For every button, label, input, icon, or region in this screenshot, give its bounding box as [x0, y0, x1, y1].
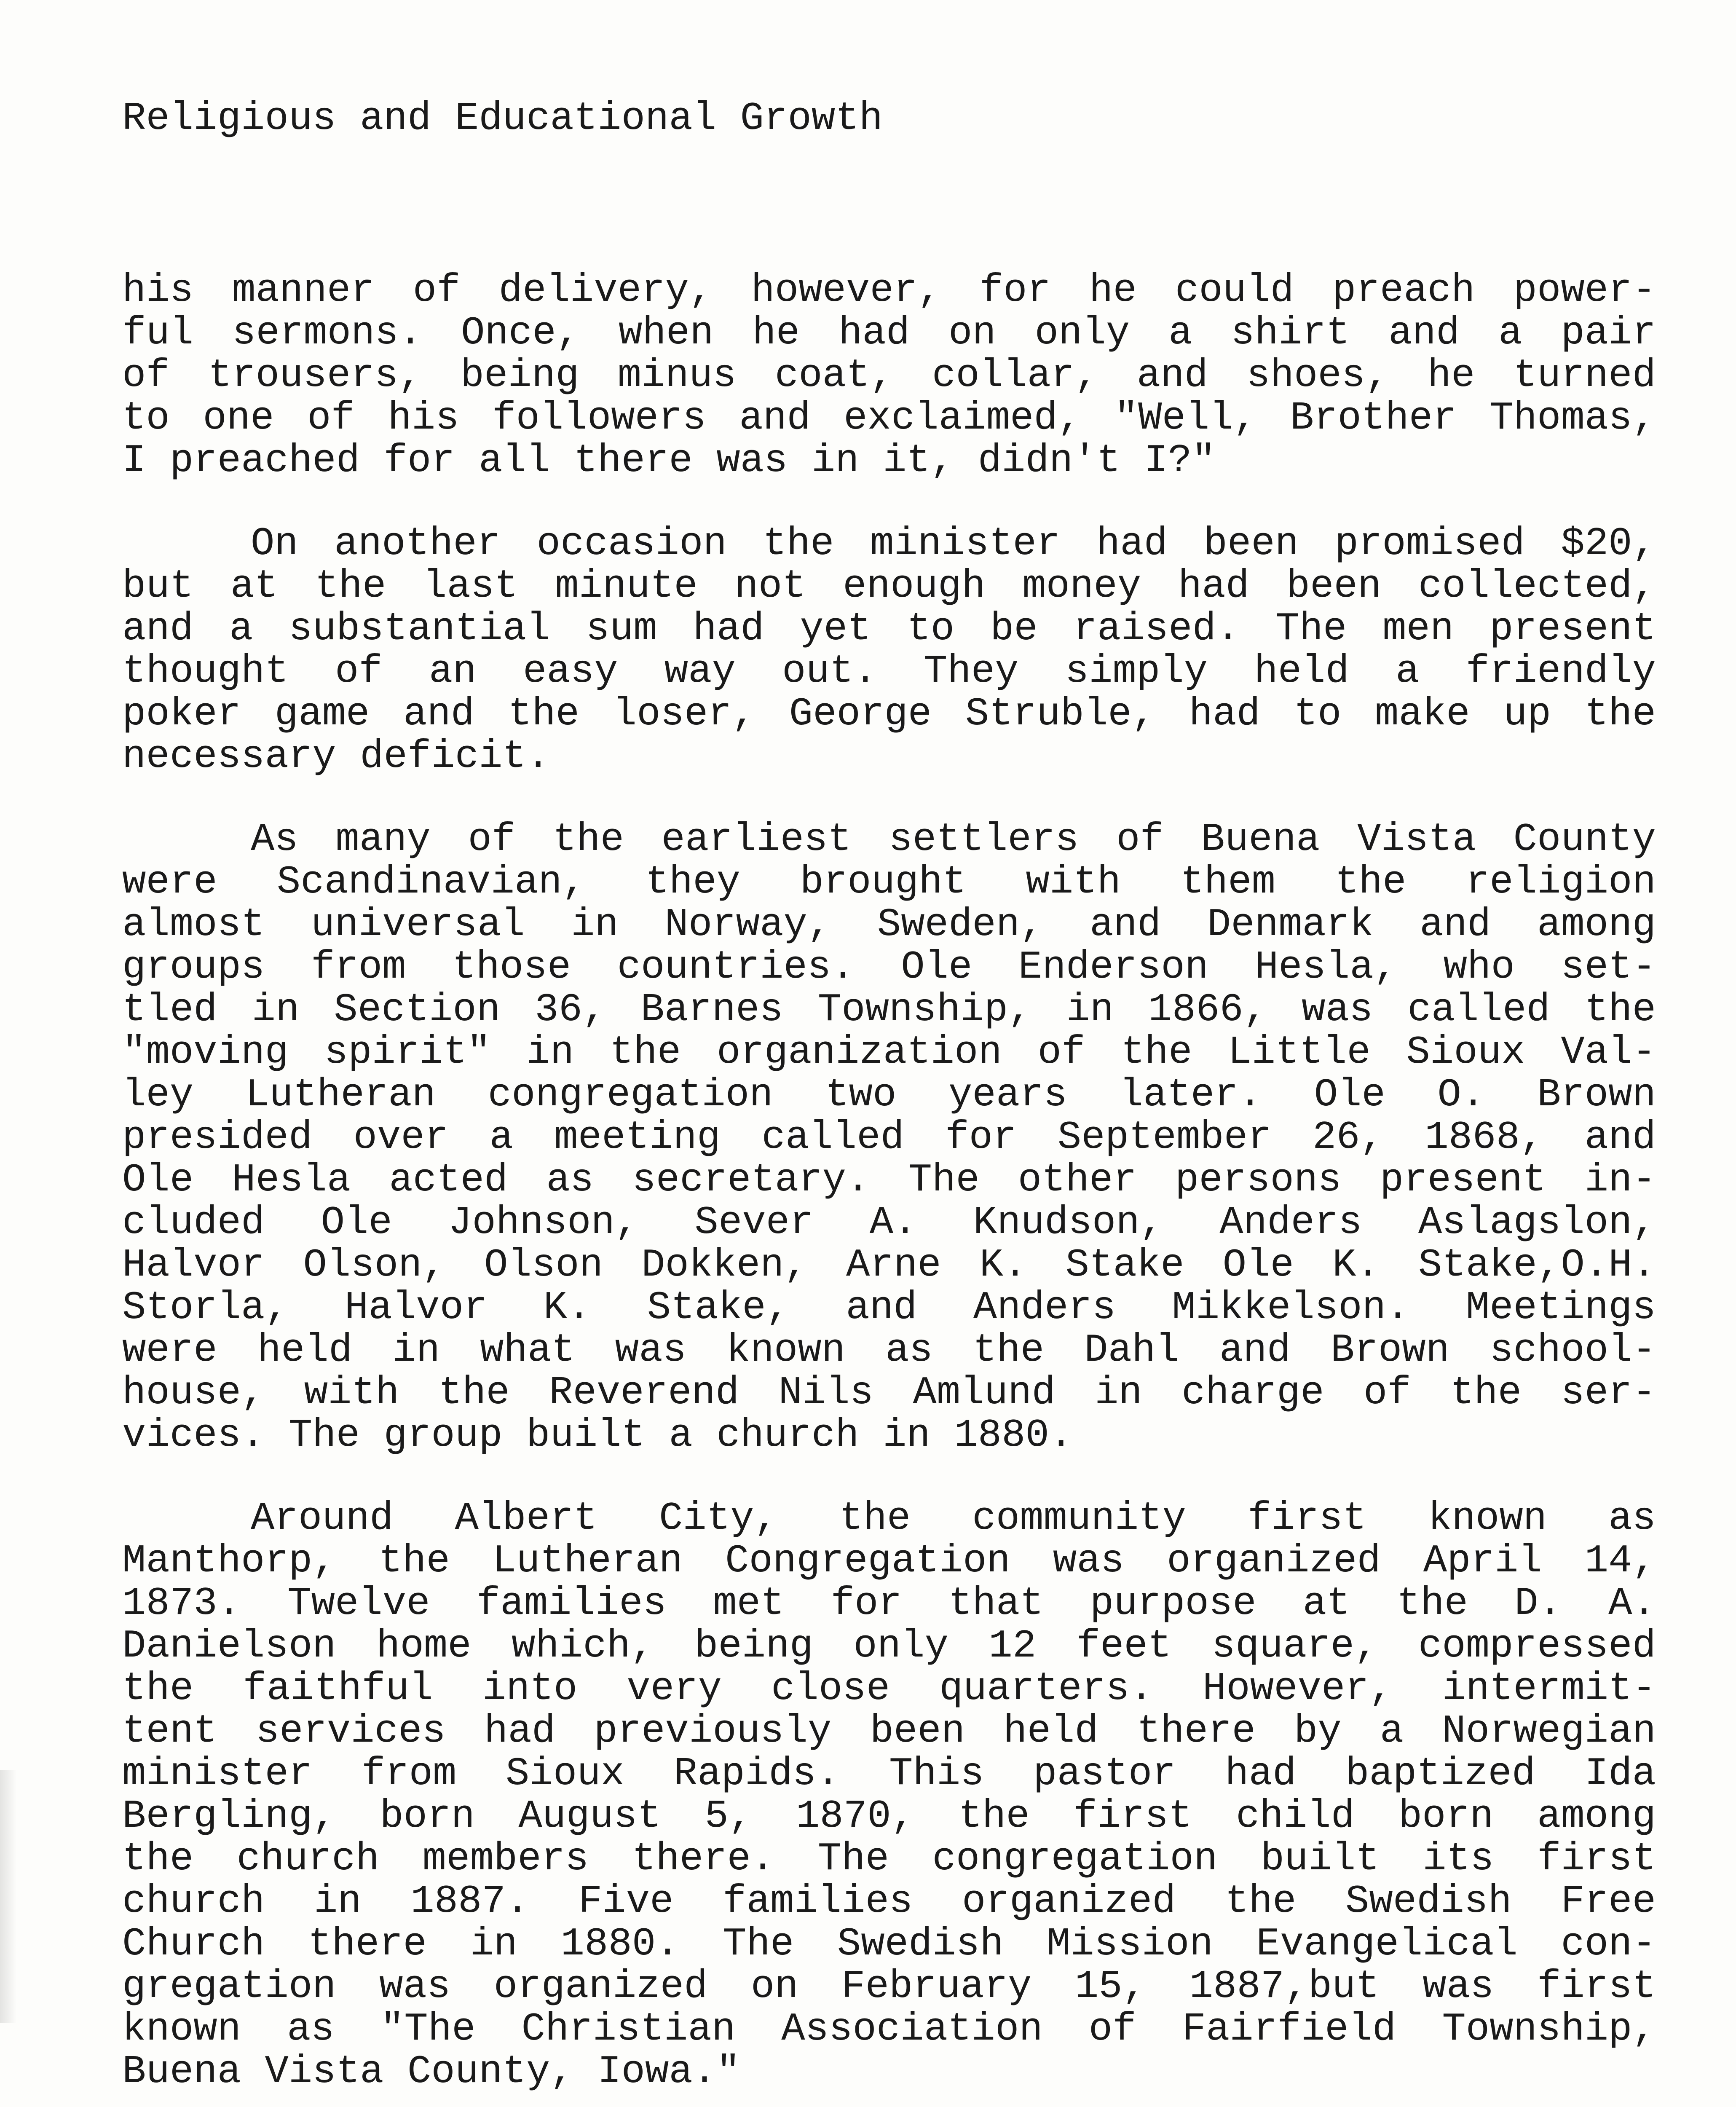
text-line: "moving spirit" in the organization of the Little Sioux Val-: [122, 1030, 1656, 1075]
paragraph-1: [122, 270, 1656, 483]
text-line: almost universal in Norway, Sweden, and Denmark and among: [122, 903, 1656, 947]
text-line: 1873. Twelve families met for that purpose at the D. A.: [122, 1582, 1656, 1626]
text-line: were held in what was known as the Dahl and Brown school-: [122, 1328, 1656, 1373]
text-line: the church members there. The congregation built its first: [122, 1837, 1656, 1882]
text-line: As many of the earliest settlers of Buena Vista County: [251, 818, 1656, 862]
page-edge-shadow: [0, 1770, 17, 2023]
text-line: Church there in 1880. The Swedish Mission Evangelical con-: [122, 1922, 1656, 1967]
text-line: presided over a meeting called for September 26, 1868, and: [122, 1115, 1656, 1160]
text-line: vices. The group built a church in 1880.: [122, 1413, 1073, 1458]
text-line: of trousers, being minus coat, collar, and shoes, he turned: [122, 354, 1656, 398]
text-line: I preached for all there was in it, didn't I?": [122, 439, 1216, 483]
text-line: tled in Section 36, Barnes Township, in 1866, was called the: [122, 988, 1656, 1032]
text-line: tent services had previously been held there by a Norwegian: [122, 1709, 1656, 1754]
text-line: ley Lutheran congregation two years later. Ole O. Brown: [122, 1073, 1656, 1118]
text-line: Halvor Olson, Olson Dokken, Arne K. Stake Ole K. Stake,O.H.: [122, 1243, 1656, 1288]
text-line: his manner of delivery, however, for he could preach power-: [122, 268, 1656, 313]
text-line: cluded Ole Johnson, Sever A. Knudson, Anders Aslagslon,: [122, 1201, 1656, 1245]
text-line: Bergling, born August 5, 1870, the first child born among: [122, 1794, 1656, 1839]
text-line: minister from Sioux Rapids. This pastor had baptized Ida: [122, 1752, 1656, 1796]
paragraph-3: [122, 819, 1656, 1457]
text-line: necessary deficit.: [122, 735, 550, 779]
text-line: Danielson home which, being only 12 feet square, compressed: [122, 1624, 1656, 1669]
text-line: the faithful into very close quarters. However, intermit-: [122, 1667, 1656, 1711]
text-line: poker game and the loser, George Struble, had to make up the: [122, 692, 1656, 737]
text-line: gregation was organized on February 15, 1887,but was first: [122, 1965, 1656, 2009]
text-line: to one of his followers and exclaimed, "Well, Brother Thomas,: [122, 396, 1656, 441]
text-line: ful sermons. Once, when he had on only a shirt and a pair: [122, 311, 1656, 356]
running-title: Religious and Educational Growth: [122, 97, 883, 141]
paragraph-4: [122, 1498, 1656, 2094]
text-line: and a substantial sum had yet to be raised. The men present: [122, 607, 1656, 651]
text-line: known as "The Christian Association of Fairfield Township,: [122, 2007, 1656, 2052]
text-line: Around Albert City, the community first known as: [251, 1496, 1656, 1541]
text-line: Ole Hesla acted as secretary. The other persons present in-: [122, 1158, 1656, 1203]
text-line: On another occasion the minister had been promised $20,: [251, 522, 1656, 566]
body-text: [122, 270, 1656, 2107]
paragraph-2: [122, 523, 1656, 778]
text-line: but at the last minute not enough money had been collected,: [122, 564, 1656, 609]
text-line: church in 1887. Five families organized the Swedish Free: [122, 1879, 1656, 1924]
text-line: Storla, Halvor K. Stake, and Anders Mikkelson. Meetings: [122, 1286, 1656, 1330]
text-line: groups from those countries. Ole Enderson Hesla, who set-: [122, 945, 1656, 990]
text-line: Buena Vista County, Iowa.": [122, 2050, 740, 2094]
text-line: thought of an easy way out. They simply held a friendly: [122, 649, 1656, 694]
text-line: house, with the Reverend Nils Amlund in charge of the ser-: [122, 1371, 1656, 1415]
text-line: were Scandinavian, they brought with them the religion: [122, 860, 1656, 905]
text-line: Manthorp, the Lutheran Congregation was organized April 14,: [122, 1539, 1656, 1584]
